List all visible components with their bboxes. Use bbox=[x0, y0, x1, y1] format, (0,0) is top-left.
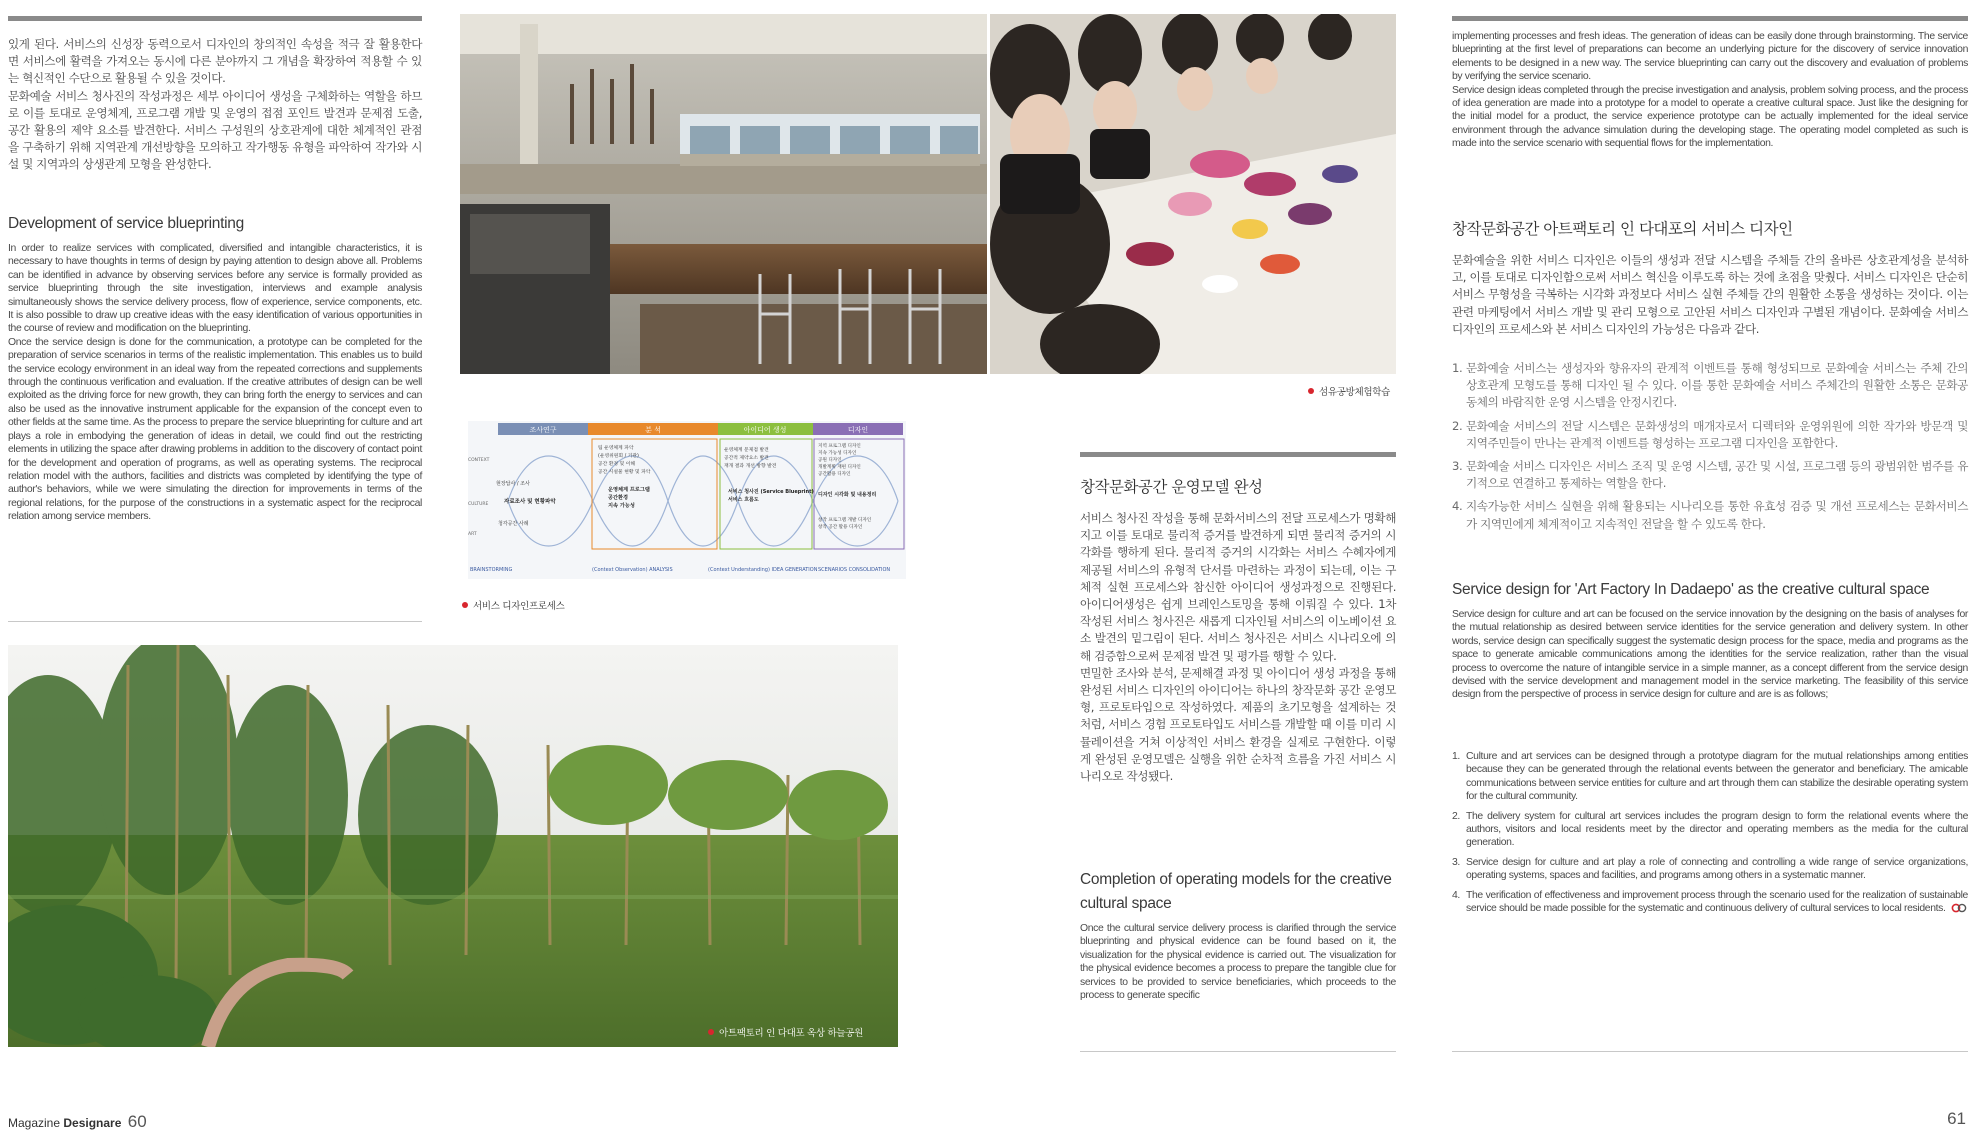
diagram-item: 공간적 제약요소 발견 bbox=[724, 456, 769, 461]
list-text: 문화예술 서비스의 전달 시스템은 문화생성의 매개자로서 디렉터와 운영위원에 의한 작가와 방문객 및 지역주민들이 만나는 관계적 이벤트를 형성하는 프로그램 디자인을 포함한다. bbox=[1466, 418, 1968, 450]
phase-label: 디자인 bbox=[847, 426, 869, 434]
diagram-item: 공간환경 bbox=[608, 495, 629, 501]
garden-caption bbox=[708, 1025, 863, 1039]
paragraph: 문화예술을 위한 서비스 디자인은 이들의 생성과 전달 시스템을 주체들 간의 올바른 상호관계성을 분석하고, 이를 토대로 디자인함으로써 서비스 혁신을 이루도록 하는 것에 초점을 맞췄다. 서비스 디자인은 단순히 서비스 무형성을 극복하는 시각화 과정보다 서비스 실현 주체들 간의 원활한 소통을 생성하는 것이다. 이는 관련 마케팅에서 서비스 개발 및 관리 모형으로 고안된 서비스 디자인과 구별된 개념이다. 문화예술 서비스 디자인의 프로세스와 본 서비스 디자인의 가능성은 다음과 같다. bbox=[1452, 253, 1968, 336]
workshop-caption bbox=[1308, 384, 1390, 398]
diagram-item: 디자인 시각화 및 내용정리 bbox=[818, 492, 877, 498]
caption-text: 아트팩토리 인 다대포 옥상 하늘공원 bbox=[719, 1028, 864, 1039]
list-item bbox=[1452, 889, 1968, 916]
list-item bbox=[1452, 418, 1968, 452]
caption-bullet bbox=[1308, 388, 1314, 394]
workshop-image bbox=[990, 14, 1396, 374]
list-text: Culture and art services can be designed through a prototype diagram for the mutual relationships among entities because they can be generated through the relational events between the generator and beneficiary. The amicable communications between service entities for culture and art through them can stabilize the desirable operating system for the cultural community. bbox=[1466, 751, 1968, 803]
list-number: 2. bbox=[1452, 418, 1463, 433]
paragraph: implementing processes and fresh ideas. The generation of ideas can be easily done through brainstorming. The service blueprinting at the first level of preparations can become an underlying picture for the discovery of service innovation elements to be designed in a new way. The service blueprinting can carry out the discovery and evaluation of problems by verifying the service scenario. bbox=[1452, 31, 1968, 83]
list-number: 1. bbox=[1452, 361, 1463, 375]
list-text: The verification of effectiveness and improvement process through the scenario used for the realization of sustainable service should be made possible for the systematic and continuous delivery of cultural services to local residents. bbox=[1466, 889, 1968, 915]
right-body-en bbox=[1452, 608, 1968, 702]
list-item bbox=[1452, 856, 1968, 883]
paragraph: 문화예술 서비스 청사진의 작성과정은 세부 아이디어 생성을 구체화하는 역할을 하므로 이를 토대로 운영체계, 프로그램 개발 및 운영의 접점 포인트 발견과 문제점 도출, 공간 활용의 제약 요소를 발견한다. 서비스 구성원의 상호관계에 대한 체계적인 관점을 구축하기 위해 지역관계 개선방향을 모의하고 작가행동 유형을 파악하여 작가와 시설 및 지역과의 상생관계 모형을 완성한다. bbox=[8, 88, 422, 172]
list-text: 문화예술 서비스는 생성자와 향유자의 관계적 이벤트를 통해 형성되므로 문화예술 서비스는 주체 간의 상호관계 모형도를 통해 디자인 될 수 있다. 이를 통한 문화예술 서비스 주체간의 원활한 소통은 문화공동체의 바람직한 운영 시스템을 안정시킨다. bbox=[1466, 361, 1968, 410]
right-list-ko bbox=[1452, 360, 1968, 539]
top-rule-middle bbox=[1080, 452, 1396, 457]
top-rule-left bbox=[8, 16, 422, 21]
diagram-item: 현장답사 / 조사 bbox=[496, 481, 530, 487]
garden-image bbox=[8, 645, 898, 1047]
diagram-item: 팀 운영체계 파악 bbox=[598, 446, 634, 451]
list-number: 4. bbox=[1452, 889, 1460, 901]
middle-body-ko bbox=[1080, 510, 1396, 785]
caption-bullet bbox=[462, 602, 468, 608]
left-body-en bbox=[8, 242, 422, 524]
side-label: CULTURE bbox=[468, 502, 489, 507]
heading-art-factory-ko: 창작문화공간 아트팩토리 인 다대포의 서비스 디자인 bbox=[1452, 220, 1793, 238]
list-item bbox=[1452, 498, 1968, 532]
paragraph: 면밀한 조사와 분석, 문제해결 과정 및 아이디어 생성 과정을 통해 완성된 서비스 디자인의 아이디어는 하나의 창작문화 공간 운영모형, 프로토타입으로 작성하였다. 제품의 초기모형을 설계하는 것처럼, 서비스 경험 프로토타입도 서비스를 개발할 때 이를 미리 시뮬레이션을 거쳐 이상적인 서비스 환경을 실제로 구현한다. 이렇게 완성된 운영모델은 실행을 위한 순차적 흐름을 가진 서비스 시나리오로 작성됐다. bbox=[1080, 665, 1396, 784]
right-body-ko bbox=[1452, 252, 1968, 338]
diagram-item: 공원 디자인 bbox=[818, 458, 842, 463]
list-text: Service design for culture and art play a role of connecting and controlling a wide range of service organizations, operating systems, spaces and facilities, and programs among others in a systematic manner. bbox=[1466, 856, 1968, 882]
diagram-item: 운영체계 프로그램 bbox=[608, 487, 650, 493]
diagram-item: 청각공간 사례 bbox=[498, 521, 529, 527]
footer-left bbox=[8, 1112, 147, 1132]
list-item bbox=[1452, 458, 1968, 492]
paragraph: Once the cultural service delivery process is clarified through the service blueprinting and physical evidence can be found based on it, the visualization for the physical evidence is carried out. The visualization for the physical evidence becomes a process to prepare the tangible clue for services to be provided to service beneficiaries, which proceeds to the process to generate specific bbox=[1080, 923, 1396, 1002]
diagram-item: 재개 결과 개선 방향 발견 bbox=[724, 464, 777, 469]
diagram-item: 창작 공간 활용 디자인 bbox=[818, 525, 863, 530]
diagram-item: 지속 가능성 bbox=[608, 503, 635, 509]
rule-left-bottom bbox=[8, 621, 422, 622]
heading-operating-model-en: Completion of operating models for the creative cultural space bbox=[1080, 871, 1392, 912]
magazine-name: Designare bbox=[63, 1116, 122, 1130]
heading-operating-model-ko: 창작문화공간 운영모델 완성 bbox=[1080, 478, 1263, 496]
page-number-right: 61 bbox=[1947, 1109, 1966, 1128]
phase-footer: (Context Understanding) IDEA GENERATION bbox=[708, 567, 818, 573]
phase-footer: BRAINSTORMING bbox=[470, 567, 513, 573]
left-intro-ko bbox=[8, 36, 422, 174]
paragraph: 있게 된다. 서비스의 신성장 동력으로서 디자인의 창의적인 속성을 적극 잘 활용한다면 서비스에 활력을 가져오는 동시에 다른 분야까지 그 개념을 확장하여 적용할 수 있는 혁신적인 수단으로 활용될 수 있을 것이다. bbox=[8, 37, 422, 86]
right-top-en bbox=[1452, 30, 1968, 151]
diagram-item: 공간 시설물 현황 및 파악 bbox=[598, 470, 651, 475]
diagram-item: 서비스 흐름도 bbox=[728, 497, 759, 503]
diagram-item: 창작 프로그램 개발 디자인 bbox=[818, 518, 872, 523]
list-item bbox=[1452, 810, 1968, 850]
paragraph: Service design ideas completed through the precise investigation and analysis, problem solving process, and the process of idea generation are made into a prototype for a model to operate a creative cultural space. Just like the designing for the initial model for a product, the service experience prototype can be actually implemented for the ideal service environment through the advance simulation during the developing stage. The operating model completed as such is made into the service scenario with sequential flows for the implementation. bbox=[1452, 84, 1968, 150]
list-number: 1. bbox=[1452, 751, 1460, 762]
phase-footer: (Context Observation) ANALYSIS bbox=[592, 567, 673, 573]
heading-service-blueprinting: Development of service blueprinting bbox=[8, 215, 244, 232]
diagram-item: (운영위원회 / 기관) bbox=[598, 454, 639, 459]
service-design-diagram bbox=[468, 421, 906, 579]
diagram-item: 지역 프로그램 디자인 bbox=[818, 444, 861, 449]
diagram-item: 운영체계 문제점 발견 bbox=[724, 448, 769, 453]
diagram-item: 자료조사 및 현황파악 bbox=[504, 499, 556, 505]
rule-right-bottom bbox=[1452, 1051, 1968, 1052]
diagram-item: 공간활용 디자인 bbox=[818, 472, 851, 477]
middle-body-en bbox=[1080, 922, 1396, 1002]
side-label: CONTEXT bbox=[468, 458, 490, 463]
garden-photo bbox=[8, 645, 898, 1047]
heading-art-factory-en: Service design for 'Art Factory In Dadaepo' as the creative cultural space bbox=[1452, 581, 1930, 598]
studio-image bbox=[460, 14, 987, 374]
top-rule-right bbox=[1452, 16, 1968, 21]
paragraph: 서비스 청사진 작성을 통해 문화서비스의 전달 프로세스가 명확해지고 이를 토대로 물리적 증거를 발견하게 되면 물리적 증거의 시각화를 행하게 된다. 물리적 증거의 시각화는 서비스 수혜자에게 제공될 서비스의 유형적 단서를 마련하는 과정이 되는데, 이는 구체적 실현 프로세스와 참신한 아이디어 생성과정으로 진행된다. 아이디어생성은 쉽게 브레인스토밍을 통해 이뤄질 수 있다. 1차 작성된 서비스 청사진은 새롭게 디자인될 서비스의 이노베이션 요소 발견의 밑그림이 된다. 서비스 청사진은 서비스 시나리오에 의해 검증함으로써 문제점 발견 및 평가를 행할 수 있다. bbox=[1080, 511, 1396, 663]
right-list-en bbox=[1452, 750, 1968, 921]
rule-middle-bottom bbox=[1080, 1051, 1396, 1052]
list-text: 지속가능한 서비스 실현을 위해 활용되는 시나리오를 통한 유효성 검증 및 개선 프로세스는 문화서비스가 지역민에게 체계적이고 지속적인 전달을 할 수 있도록 한다. bbox=[1466, 499, 1968, 531]
phase-label: 아이디어 생성 bbox=[743, 426, 787, 434]
caption-text: 서비스 디자인프로세스 bbox=[473, 601, 565, 612]
workshop-photo bbox=[990, 14, 1396, 374]
list-number: 4. bbox=[1452, 499, 1463, 514]
paragraph: Once the service design is done for the communication, a prototype can be completed for the preparation of service scenarios in terms of the realistic implementation. This enables us to build the service ecology environment in an ideal way from the repeated corrections and supplements through the continuous verification and evaluation. If the creative attributes of design can be well exploited as the driving force for new growth, they can bring forth the energy to services and can also be used as the innovative instrument applicable for the expansion of the concept even to other fields at the same time. As the process to prepare the service blueprinting for culture and art plays a role in embodying the generation of ideas in detail, we could find out the restricting elements in utilizing the space after drawing problems in addition to the discovery of contact point for the development and operation of programs, as well as operating systems. The reciprocal relation model with the authors, facilities and districts was completed by identifying the type of author's behaviors, while we were simulating the direction for improvements in terms of the regional relations, for the purpose of the constructions in a systematic aspect for the reciprocal relation among service members. bbox=[8, 336, 422, 523]
diagram-item: 개발계획 재편 디자인 bbox=[818, 465, 861, 470]
list-text: 문화예술 서비스 디자인은 서비스 조직 및 운영 시스템, 공간 및 시설, 프로그램 등의 광범위한 범주를 유기적으로 연결하고 통제하는 역할을 한다. bbox=[1466, 459, 1968, 491]
diagram-svg bbox=[468, 421, 906, 579]
diagram-item: 공간 환경 및 이해 bbox=[598, 462, 636, 467]
diagram-caption bbox=[462, 598, 565, 612]
list-number: 3. bbox=[1452, 856, 1460, 868]
list-item bbox=[1452, 750, 1968, 804]
list-text: The delivery system for cultural art services includes the program design to form the relational events where the authors, visitors and local residents meet by the director and operating members as the media for the cultural generation. bbox=[1466, 810, 1968, 849]
caption-text: 섬유공방체험학습 bbox=[1319, 387, 1391, 398]
list-item bbox=[1452, 360, 1968, 412]
phase-label: 분 석 bbox=[645, 426, 661, 434]
list-number: 3. bbox=[1452, 459, 1463, 474]
end-mark-icon bbox=[1951, 903, 1967, 913]
page-number-left: 60 bbox=[127, 1112, 147, 1131]
phase-label: 조사연구 bbox=[529, 426, 557, 434]
list-number: 2. bbox=[1452, 810, 1460, 822]
diagram-item: 지속 가능성 디자인 bbox=[818, 451, 857, 456]
magazine-prefix: Magazine bbox=[8, 1116, 61, 1130]
caption-bullet bbox=[708, 1029, 714, 1035]
paragraph: In order to realize services with complicated, diversified and intangible characteristics, it is necessary to have thoughts in terms of design by paying attention to design above all. Problems can be identified in advance by observing services before any service is formally provided as service blueprinting through the site investigation, interviews and example analysis simultaneously shows the service delivery process, flow of experience, service components, etc. It is also possible to draw up creative ideas with the easy identification of various opportunities in the course of review and modification on the blueprinting. bbox=[8, 243, 422, 335]
studio-photo bbox=[460, 14, 987, 374]
paragraph: Service design for culture and art can be focused on the service innovation by the designing on the basis of analyses for the mutual relationship as desired between service identities for the service generation and delivery system. In other words, service design can specifically suggest the systematic design process for the space, media and programs as the space to generate amicable communications among the identities for the service realization, rather than the visual process to overcome the nature of intangible service in a simple manner, as a concept different from the service design devised with the service development and management model in the service marketing. The feasibility of this service design from the perspective of process in service design for culture and are is as follows; bbox=[1452, 609, 1968, 701]
phase-footer: SCENARIOS CONSOLIDATION bbox=[818, 567, 891, 573]
diagram-item: 서비스 청사진 (Service Blueprint) bbox=[728, 489, 814, 495]
side-label: ART bbox=[468, 532, 477, 537]
